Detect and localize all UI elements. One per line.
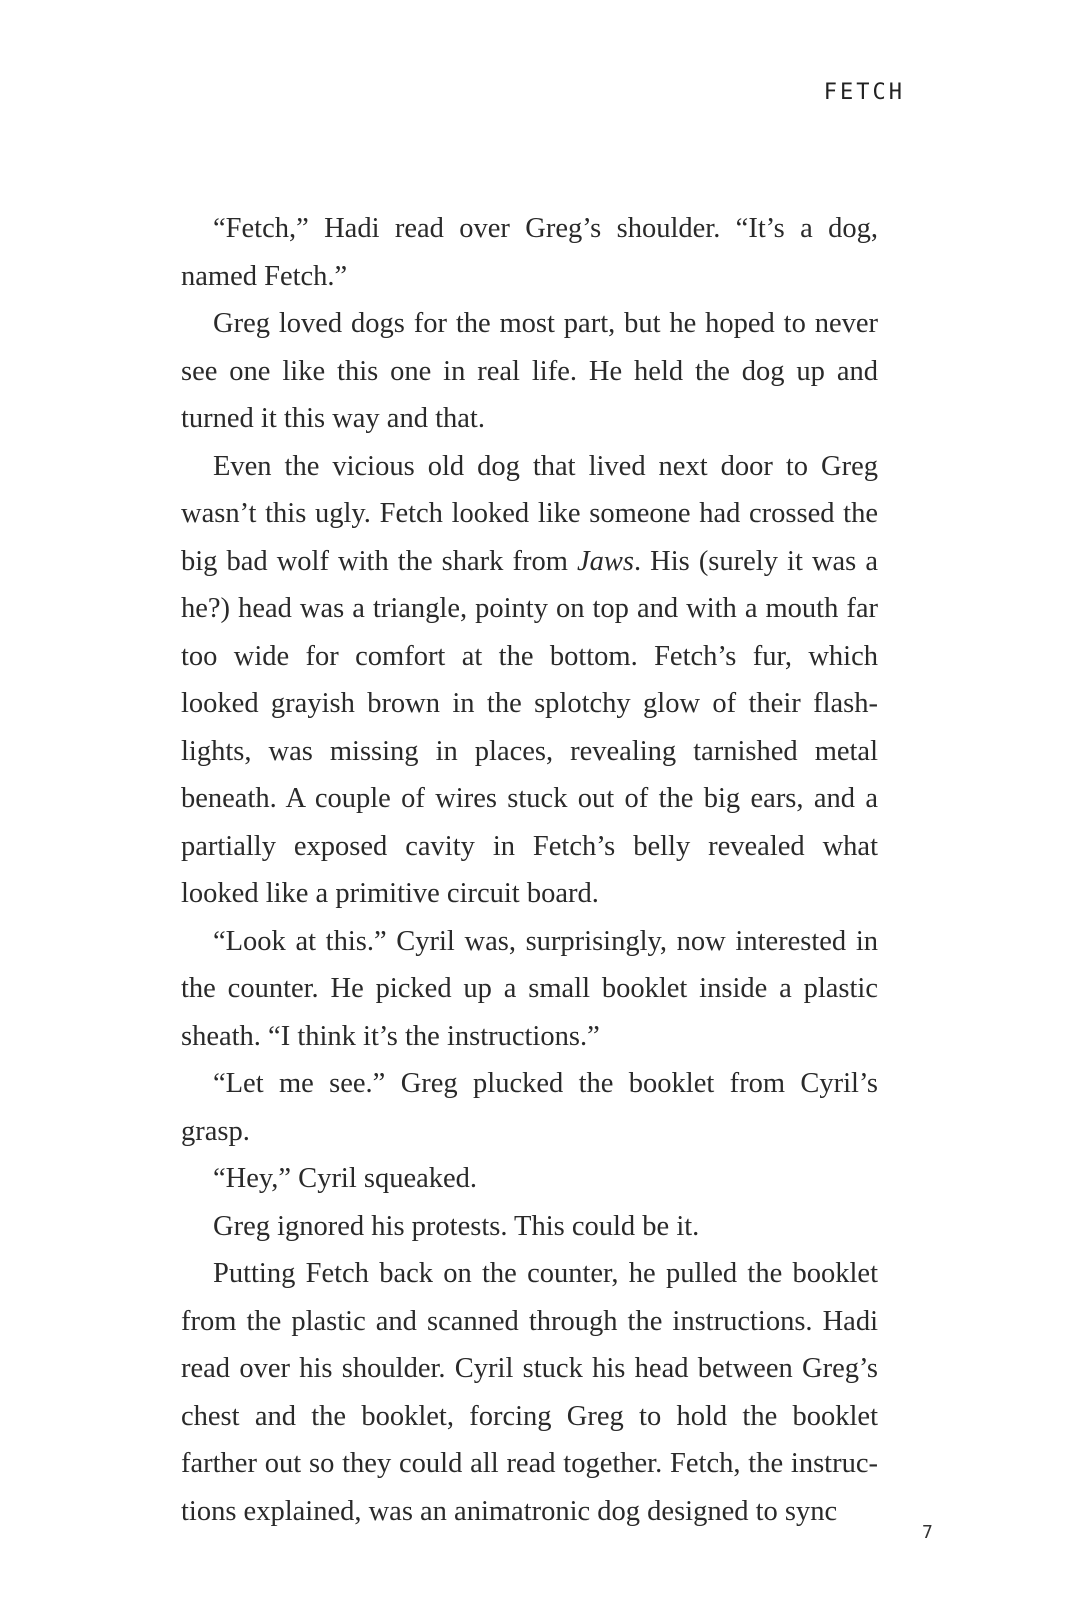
paragraph: [181, 443, 878, 918]
italic-title: Jaws: [576, 545, 634, 577]
running-head: FETCH: [823, 80, 905, 105]
page-number: 7: [922, 1522, 933, 1543]
paragraph: Greg loved dogs for the most part, but he hoped to never see one like this one in real life. He held the dog up and turned it this way and that.: [181, 308, 878, 434]
paragraph: Greg ignored his protests. This could be it.: [213, 1210, 700, 1242]
paragraph: “Fetch,” Hadi read over Greg’s shoulder. “It’s a dog, named Fetch.”: [181, 213, 878, 292]
body-text: [181, 205, 878, 1535]
paragraph-text: Even the vicious old dog that lived next door to Greg wasn’t this ugly. Fetch looked like someone had crossed the big bad wolf with the shark from: [181, 450, 878, 577]
paragraph: “Look at this.” Cyril was, surprisingly, now interested in the counter. He picked up a small booklet inside a plastic sheath. “I think it’s the instructions.”: [181, 925, 878, 1052]
paragraph: Putting Fetch back on the counter, he pulled the booklet from the plastic and scanned through the instructions. Hadi read over his shoulder. Cyril stuck his head between Greg’s chest and the booklet, forcing Greg to hold the booklet farther out so they could all read together. Fetch, the instructions explained, was an animatronic dog designed to sync: [181, 1258, 878, 1527]
paragraph-text: . His (surely it was a he?) head was a triangle, pointy on top and with a mouth far too wide for comfort at the bottom. Fetch’s fur, which looked grayish brown in the splotchy glow of their flashlights, was missing in places, revealing tarnished metal beneath. A couple of wires stuck out of the big ears, and a partially exposed cavity in Fetch’s belly revealed what looked like a primitive circuit board.: [181, 545, 878, 909]
paragraph: “Let me see.” Greg plucked the booklet from Cyril’s grasp.: [181, 1068, 878, 1147]
paragraph: “Hey,” Cyril squeaked.: [213, 1163, 478, 1194]
